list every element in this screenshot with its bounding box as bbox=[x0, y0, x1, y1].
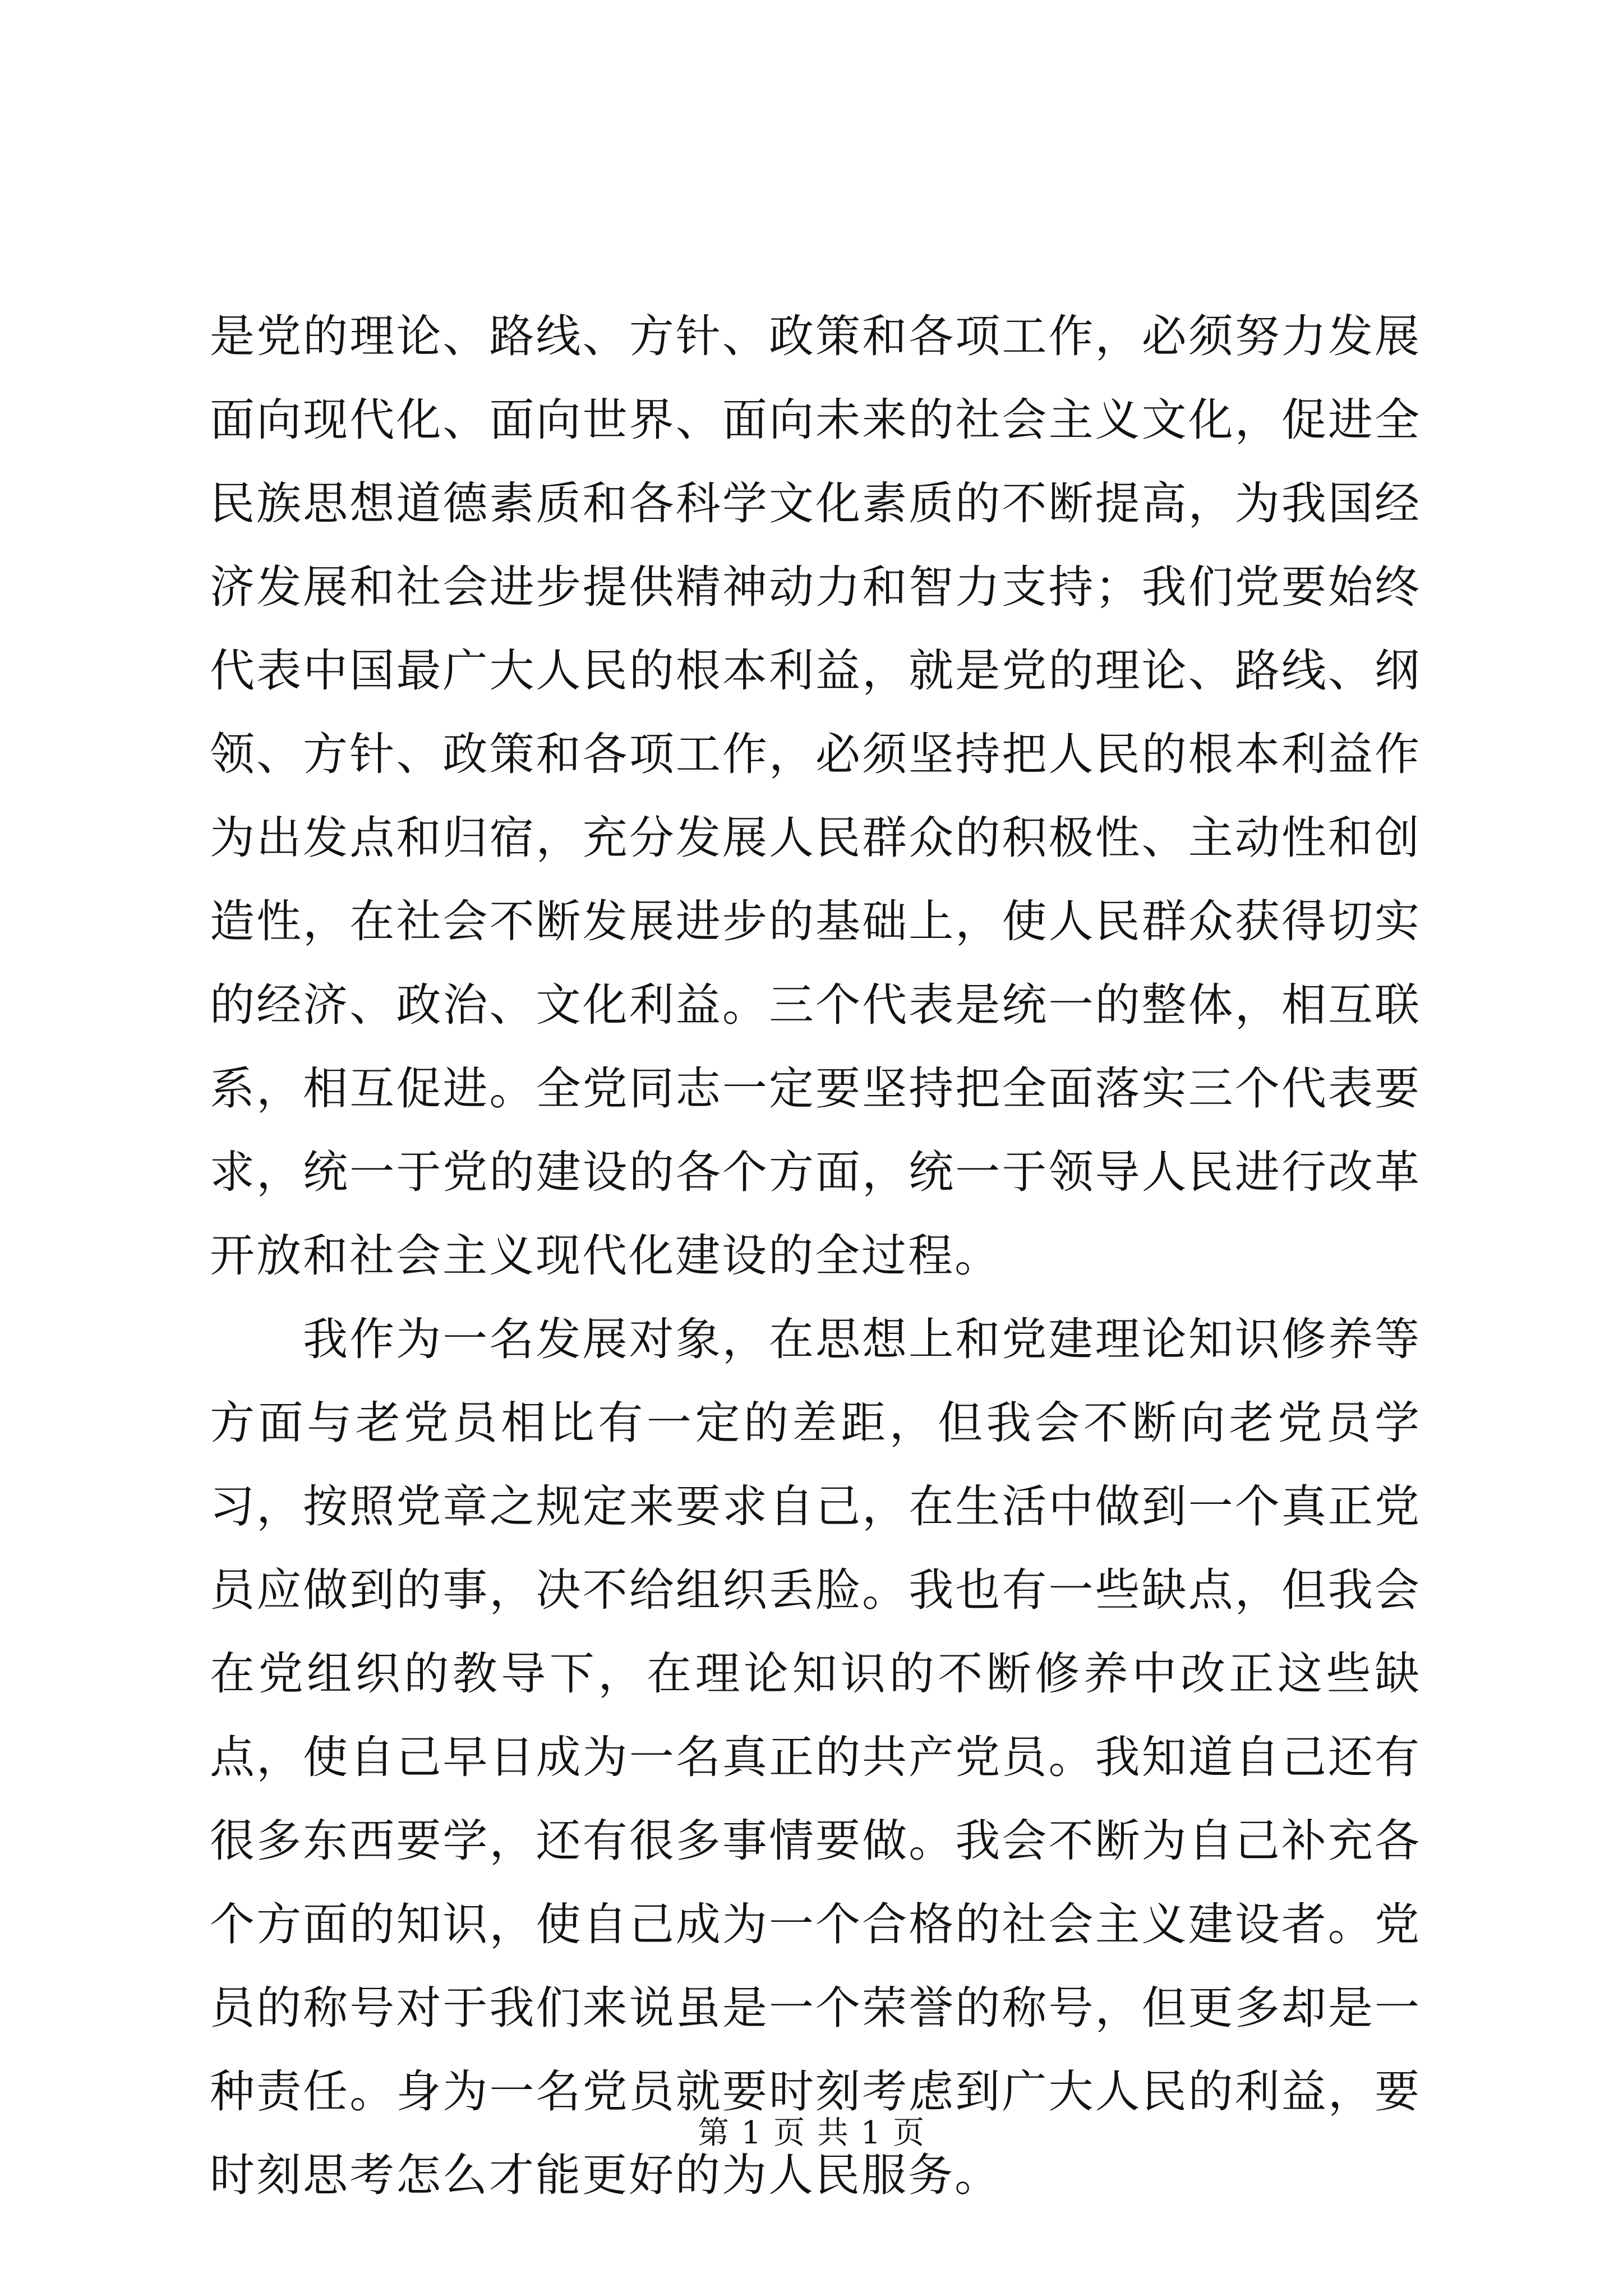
paragraph-development-target: 我作为一名发展对象，在思想上和党建理论知识修养等方面与老党员相比有一定的差距，但我会不断向老党员学习，按照党章之规定来要求自己，在生活中做到一个真正党员应做到的事，决不给组织丢脸。我也有一些缺点，但我会在党组织的教导下，在理论知识的不断修养中改正这些缺点，使自己早日成为一名真正的共产党员。我知道自己还有很多东西要学，还有很多事情要做。我会不断为自己补充各个方面的知识，使自己成为一个合格的社会主义建设者。党员的称号对于我们来说虽是一个荣誉的称号，但更多却是一种责任。身为一名党员就要时刻考虑到广大人民的利益，要时刻思考怎么才能更好的为人民服务。 bbox=[210, 1313, 1421, 2201]
page-footer: 第 1 页 共 1 页 bbox=[697, 2115, 926, 2151]
paragraph-continuation: 是党的理论、路线、方针、政策和各项工作，必须努力发展面向现代化、面向世界、面向未来的社会主义文化，促进全民族思想道德素质和各科学文化素质的不断提高，为我国经济发展和社会进步提供精神动力和智力支持；我们党要始终代表中国最广大人民的根本利益，就是党的理论、路线、纲领、方针、政策和各项工作，必须坚持把人民的根本利益作为出发点和归宿，充分发展人民群众的积极性、主动性和创造性，在社会不断发展进步的基础上，使人民群众获得切实的经济、政治、文化利益。三个代表是统一的整体，相互联系，相互促进。全党同志一定要坚持把全面落实三个代表要求，统一于党的建设的各个方面，统一于领导人民进行改革开放和社会主义现代化建设的全过程。 bbox=[210, 310, 1421, 1282]
document-body bbox=[210, 295, 1421, 2217]
